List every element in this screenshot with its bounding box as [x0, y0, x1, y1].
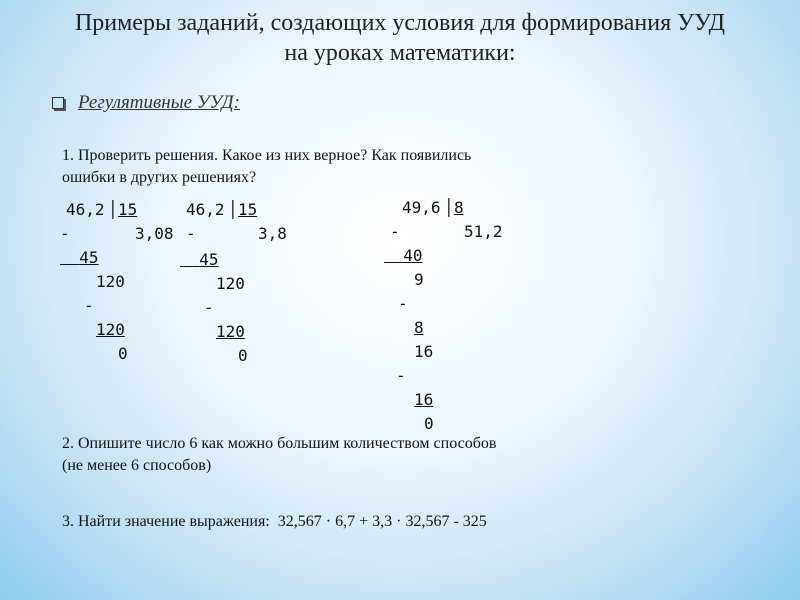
- division-3-sub-2: 8: [414, 318, 424, 337]
- division-3-quotient: 51,2: [464, 222, 503, 241]
- division-3-sub-3: 16: [414, 390, 434, 409]
- checkbox-bullet-icon: [52, 97, 64, 109]
- division-3-minus-2: -: [398, 294, 408, 313]
- task-1-line-1: 1. Проверить решения. Какое из них верное? Как появились: [62, 147, 472, 164]
- division-2-quotient: 3,8: [258, 224, 287, 243]
- division-2-sub-1: 45: [199, 250, 219, 269]
- task-2: [62, 433, 496, 477]
- title-line-1: Примеры заданий, создающих условия для формирования УУД: [74, 10, 726, 36]
- division-1-rem-1: 120: [96, 272, 125, 291]
- division-1-dividend: 46,2: [66, 200, 105, 219]
- division-3-rem-1: 9: [414, 270, 424, 289]
- division-2-rem-2: 0: [238, 346, 248, 365]
- division-2-rem-1: 120: [216, 274, 245, 293]
- section-heading: [52, 92, 240, 114]
- division-3-sub-1: 40: [403, 246, 423, 265]
- division-3-dividend: 49,6: [402, 198, 441, 217]
- slide-title: [20, 8, 780, 68]
- task-2-line-1: 2. Опишите число 6 как можно большим количеством способов: [62, 435, 497, 452]
- task-2-line-2: (не менее 6 способов): [62, 457, 212, 474]
- division-2-minus-2: -: [204, 298, 214, 317]
- division-1-bar: │: [108, 200, 118, 219]
- task-1: [62, 145, 471, 189]
- task-1-line-2: ошибки в других решениях?: [62, 169, 257, 186]
- division-2-divisor: 15: [238, 200, 258, 219]
- division-2-dividend: 46,2: [186, 200, 225, 219]
- division-1-minus-1: -: [60, 224, 70, 243]
- title-line-2: на уроках математики:: [284, 40, 516, 66]
- division-3-minus-1: -: [390, 222, 400, 241]
- division-1-sub-2: 120: [96, 320, 125, 339]
- division-1-divisor: 15: [118, 200, 138, 219]
- division-3-minus-3: -: [396, 366, 406, 385]
- section-label: Регулятивные УУД:: [78, 92, 240, 113]
- division-3-rem-2: 16: [414, 342, 434, 361]
- division-1-rem-2: 0: [118, 344, 128, 363]
- division-1-sub-1: 45: [79, 248, 99, 267]
- division-3-divisor: 8: [454, 198, 464, 217]
- task-3: 3. Найти значение выражения: 32,567 · 6,7 + 3,3 · 32,567 - 325: [62, 513, 487, 530]
- division-2-sub-2: 120: [216, 322, 245, 341]
- division-1-quotient: 3,08: [135, 224, 174, 243]
- division-1-minus-2: -: [84, 296, 94, 315]
- division-2-bar: │: [228, 200, 238, 219]
- division-3-bar: │: [444, 198, 454, 217]
- division-3-rem-3: 0: [424, 414, 434, 433]
- division-2-minus-1: -: [186, 224, 196, 243]
